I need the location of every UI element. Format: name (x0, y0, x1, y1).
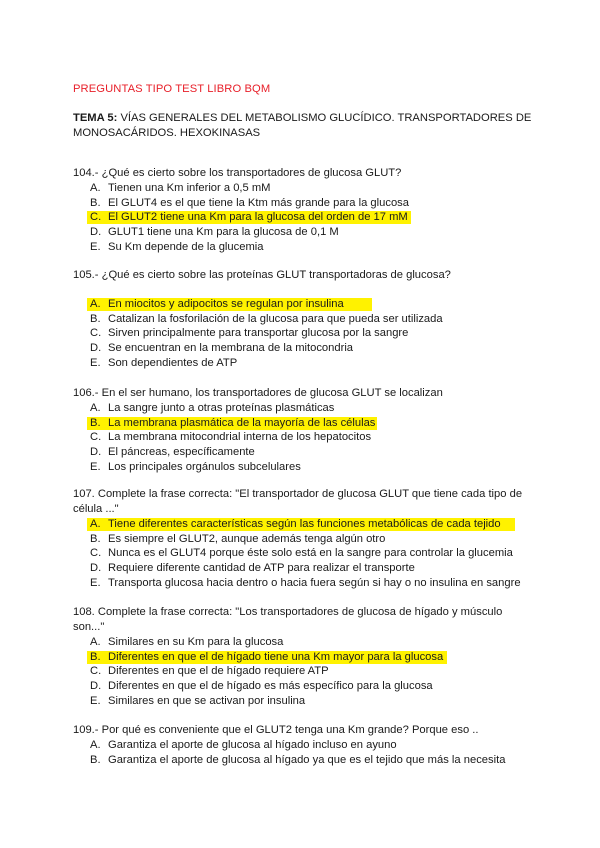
option-text: Transporta glucosa hacia dentro o hacia fuera según si hay o no insulina en sangre (108, 576, 521, 589)
option-letter: E. (90, 694, 101, 707)
option-c (73, 430, 533, 445)
option-letter: D. (90, 226, 102, 239)
option-letter: A. (90, 298, 101, 310)
question-107 (73, 487, 533, 590)
option-a (73, 635, 533, 650)
option-d (73, 225, 533, 240)
option-a-highlighted (73, 297, 533, 312)
option-letter: A. (90, 402, 101, 414)
option-letter: D. (90, 680, 102, 693)
option-letter: B. (90, 650, 101, 663)
option-text: Es siempre el GLUT2, aunque además tenga algún otro (108, 532, 386, 545)
option-letter: B. (90, 312, 101, 325)
option-letter: C. (90, 665, 102, 678)
option-text: El GLUT2 tiene una Km para la glucosa del orden de 17 mM (108, 211, 408, 224)
option-text: Garantiza el aporte de glucosa al hígado incluso en ayuno (108, 739, 397, 751)
question-104 (73, 166, 533, 254)
option-e (73, 694, 533, 709)
option-a (73, 738, 533, 753)
option-letter: C. (90, 211, 102, 224)
option-text: El GLUT4 es el que tiene la Ktm más grande para la glucosa (108, 196, 409, 209)
option-text: Diferentes en que el de hígado tiene una Km mayor para la glucosa (108, 650, 444, 663)
option-e (73, 576, 533, 591)
option-letter: B. (90, 416, 101, 429)
question-text: 105.- ¿Qué es cierto sobre las proteínas GLUT transportadoras de glucosa? (73, 269, 451, 281)
option-letter: E. (90, 356, 101, 369)
option-text: Similares en su Km para la glucosa (108, 636, 284, 648)
question-text: 107. Complete la frase correcta: "El transportador de glucosa GLUT que tiene cada tipo de célula ..." (73, 488, 523, 515)
topic-label: TEMA 5: (73, 112, 118, 124)
option-text: Se encuentran en la membrana de la mitocondria (108, 342, 354, 355)
option-text: Catalizan la fosforilación de la glucosa para que pueda ser utilizada (108, 312, 443, 325)
option-text: La sangre junto a otras proteínas plasmáticas (108, 402, 335, 414)
option-list (73, 297, 533, 370)
option-text: Diferentes en que el de hígado es más específico para la glucosa (108, 680, 433, 693)
option-text: Nunca es el GLUT4 porque éste solo está en la sangre para controlar la glucemia (108, 547, 513, 560)
option-text: Los principales orgánulos subcelulares (108, 460, 301, 473)
option-c (73, 664, 533, 679)
option-letter: D. (90, 446, 102, 459)
option-b-highlighted (73, 650, 533, 665)
option-e (73, 240, 533, 255)
option-letter: E. (90, 576, 101, 589)
option-text: El páncreas, específicamente (108, 446, 255, 459)
option-text: Garantiza el aporte de glucosa al hígado ya que es el tejido que más la necesita (108, 753, 506, 766)
topic-text: VÍAS GENERALES DEL METABOLISMO GLUCÍDICO. TRANSPORTADORES DE MONOSACÁRIDOS. HEXOKINASAS (73, 112, 532, 139)
option-letter: B. (90, 532, 101, 545)
option-list (73, 517, 533, 590)
option-letter: C. (90, 327, 102, 340)
option-text: Diferentes en que el de hígado requiere ATP (108, 665, 329, 678)
option-letter: E. (90, 240, 101, 253)
option-letter: C. (90, 547, 102, 560)
option-b (73, 753, 533, 768)
option-letter: B. (90, 196, 101, 209)
question-106 (73, 386, 533, 474)
option-text: La membrana plasmática de la mayoría de las células (108, 416, 376, 429)
option-d (73, 341, 533, 356)
option-a-highlighted (73, 517, 533, 532)
document-title: PREGUNTAS TIPO TEST LIBRO BQM (73, 83, 271, 95)
option-letter: C. (90, 431, 102, 444)
question-text: 104.- ¿Qué es cierto sobre los transportadores de glucosa GLUT? (73, 167, 402, 179)
option-list (73, 401, 533, 474)
option-text: Sirven principalmente para transportar glucosa por la sangre (108, 327, 409, 340)
topic-heading (73, 111, 533, 141)
option-text: En miocitos y adipocitos se regulan por insulina (108, 298, 344, 310)
question-105 (73, 268, 533, 370)
option-e (73, 356, 533, 371)
option-letter: A. (90, 518, 101, 530)
option-a (73, 181, 533, 196)
option-b (73, 312, 533, 327)
option-letter: A. (90, 182, 101, 194)
option-c-highlighted (73, 210, 533, 225)
question-text: 108. Complete la frase correcta: "Los transportadores de glucosa de hígado y músculo son..." (73, 606, 503, 633)
option-text: La membrana mitocondrial interna de los hepatocitos (108, 431, 372, 444)
option-text: GLUT1 tiene una Km para la glucosa de 0,1 M (108, 226, 339, 239)
option-text: Requiere diferente cantidad de ATP para realizar el transporte (108, 562, 415, 575)
option-text: Similares en que se activan por insulina (108, 694, 306, 707)
option-list (73, 738, 533, 767)
option-list (73, 181, 533, 254)
option-c (73, 326, 533, 341)
option-letter: D. (90, 562, 102, 575)
option-letter: D. (90, 342, 102, 355)
option-letter: B. (90, 753, 101, 766)
question-109 (73, 723, 533, 767)
option-b (73, 196, 533, 211)
option-letter: A. (90, 739, 101, 751)
option-d (73, 561, 533, 576)
option-c (73, 546, 533, 561)
question-text: 109.- Por qué es conveniente que el GLUT2 tenga una Km grande? Porque eso .. (73, 724, 479, 736)
option-text: Su Km depende de la glucemia (108, 240, 264, 253)
option-a (73, 401, 533, 416)
option-letter: E. (90, 460, 101, 473)
option-list (73, 635, 533, 708)
option-b-highlighted (73, 416, 533, 431)
option-letter: A. (90, 636, 101, 648)
question-text: 106.- En el ser humano, los transportadores de glucosa GLUT se localizan (73, 387, 443, 399)
option-text: Tienen una Km inferior a 0,5 mM (108, 182, 271, 194)
option-text: Tiene diferentes características según las funciones metabólicas de cada tejido (108, 518, 501, 530)
option-b (73, 532, 533, 547)
question-108 (73, 605, 533, 708)
option-e (73, 460, 533, 475)
option-d (73, 679, 533, 694)
option-text: Son dependientes de ATP (108, 356, 238, 369)
option-d (73, 445, 533, 460)
